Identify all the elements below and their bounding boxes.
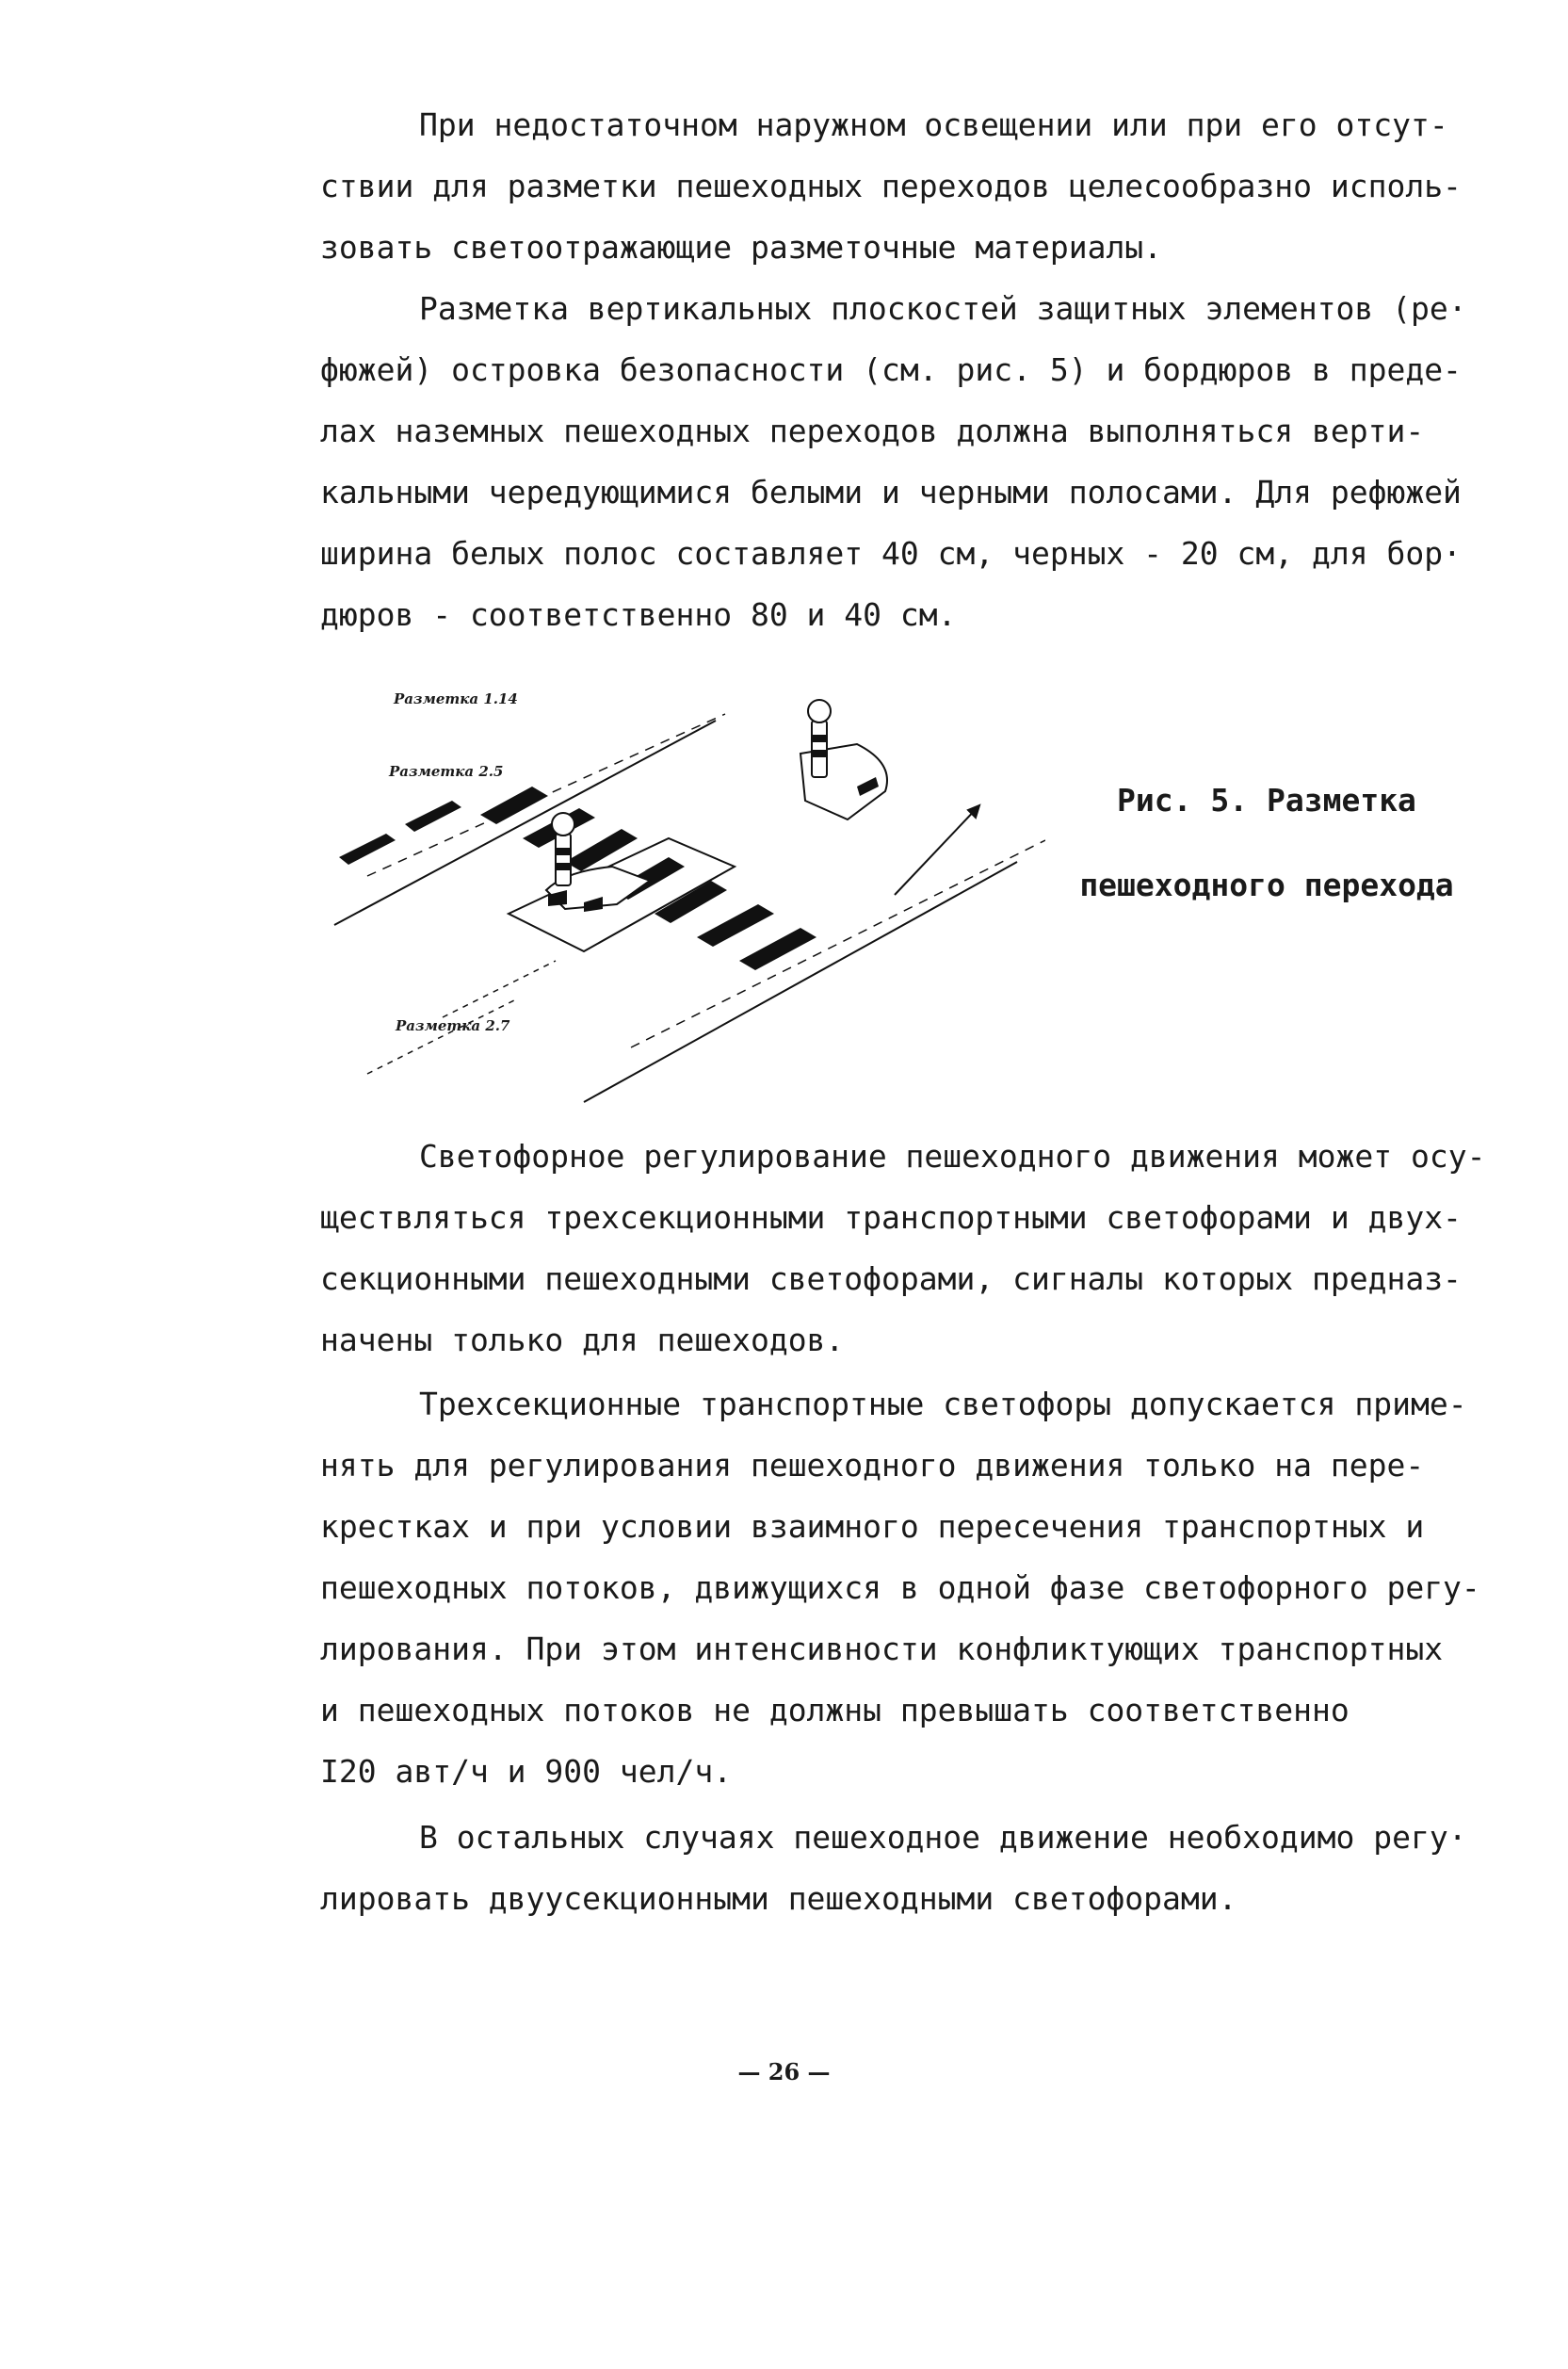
text-line: ствии для разметки пешеходных переходов целесообразно исполь- xyxy=(320,168,1462,204)
text-line: Разметка вертикальных плоскостей защитных элементов (ре· xyxy=(419,290,1467,327)
text-line: дюров - соответственно 80 и 40 см. xyxy=(320,596,957,633)
paragraph-other-cases xyxy=(320,1807,1488,1929)
paragraph-lighting xyxy=(320,94,1488,278)
text-line: ществляться трехсекционными транспортными светофорами и двух- xyxy=(320,1199,1462,1236)
paragraph-three-section-signals xyxy=(320,1373,1488,1802)
text-line: крестках и при условии взаимного пересечения транспортных и xyxy=(320,1508,1425,1545)
text-line: Светофорное регулирование пешеходного движения может осу- xyxy=(419,1138,1486,1175)
text-line: При недостаточном наружном освещении или при его отсут- xyxy=(419,106,1448,143)
caption-line: Рис. 5. Разметка xyxy=(1117,782,1416,819)
text-line: кальными чередующимися белыми и черными полосами. Для рефюжей xyxy=(320,474,1462,511)
page-number: — 26 — xyxy=(737,2058,831,2085)
text-line: начены только для пешеходов. xyxy=(320,1322,845,1358)
text-line: лировать двуусекционными пешеходными светофорами. xyxy=(320,1880,1237,1917)
label-marking-1-14: Разметка 1.14 xyxy=(394,690,518,707)
paragraph-vertical-marking xyxy=(320,278,1488,645)
text-line: Трехсекционные транспортные светофоры допускается приме- xyxy=(419,1386,1467,1422)
caption-line: пешеходного перехода xyxy=(1079,867,1454,903)
text-line: пешеходных потоков, движущихся в одной фазе светофорного регу- xyxy=(320,1569,1480,1606)
crossing-illustration xyxy=(330,678,1045,1111)
label-marking-2-7: Разметка 2.7 xyxy=(396,1017,510,1034)
text-line: секционными пешеходными светофорами, сигналы которых предназ- xyxy=(320,1260,1462,1297)
text-line: лах наземных пешеходных переходов должна выполняться верти- xyxy=(320,413,1425,449)
text-line: ширина белых полос составляет 40 см, черных - 20 см, для бор· xyxy=(320,535,1462,572)
text-line: нять для регулирования пешеходного движения только на пере- xyxy=(320,1447,1425,1484)
text-line: В остальных случаях пешеходное движение необходимо регу· xyxy=(419,1819,1467,1856)
text-line: и пешеходных потоков не должны превышать соответственно xyxy=(320,1692,1350,1728)
text-line: I20 авт/ч и 900 чел/ч. xyxy=(320,1753,733,1790)
label-marking-2-5: Разметка 2.5 xyxy=(389,763,504,780)
figure-caption xyxy=(1059,758,1474,928)
text-line: лирования. При этом интенсивности конфликтующих транспортных xyxy=(320,1631,1444,1667)
paragraph-signal-regulation xyxy=(320,1126,1488,1371)
text-line: фюжей) островка безопасности (см. рис. 5) и бордюров в преде- xyxy=(320,351,1462,388)
text-line: зовать светоотражающие разметочные материалы. xyxy=(320,229,1163,266)
